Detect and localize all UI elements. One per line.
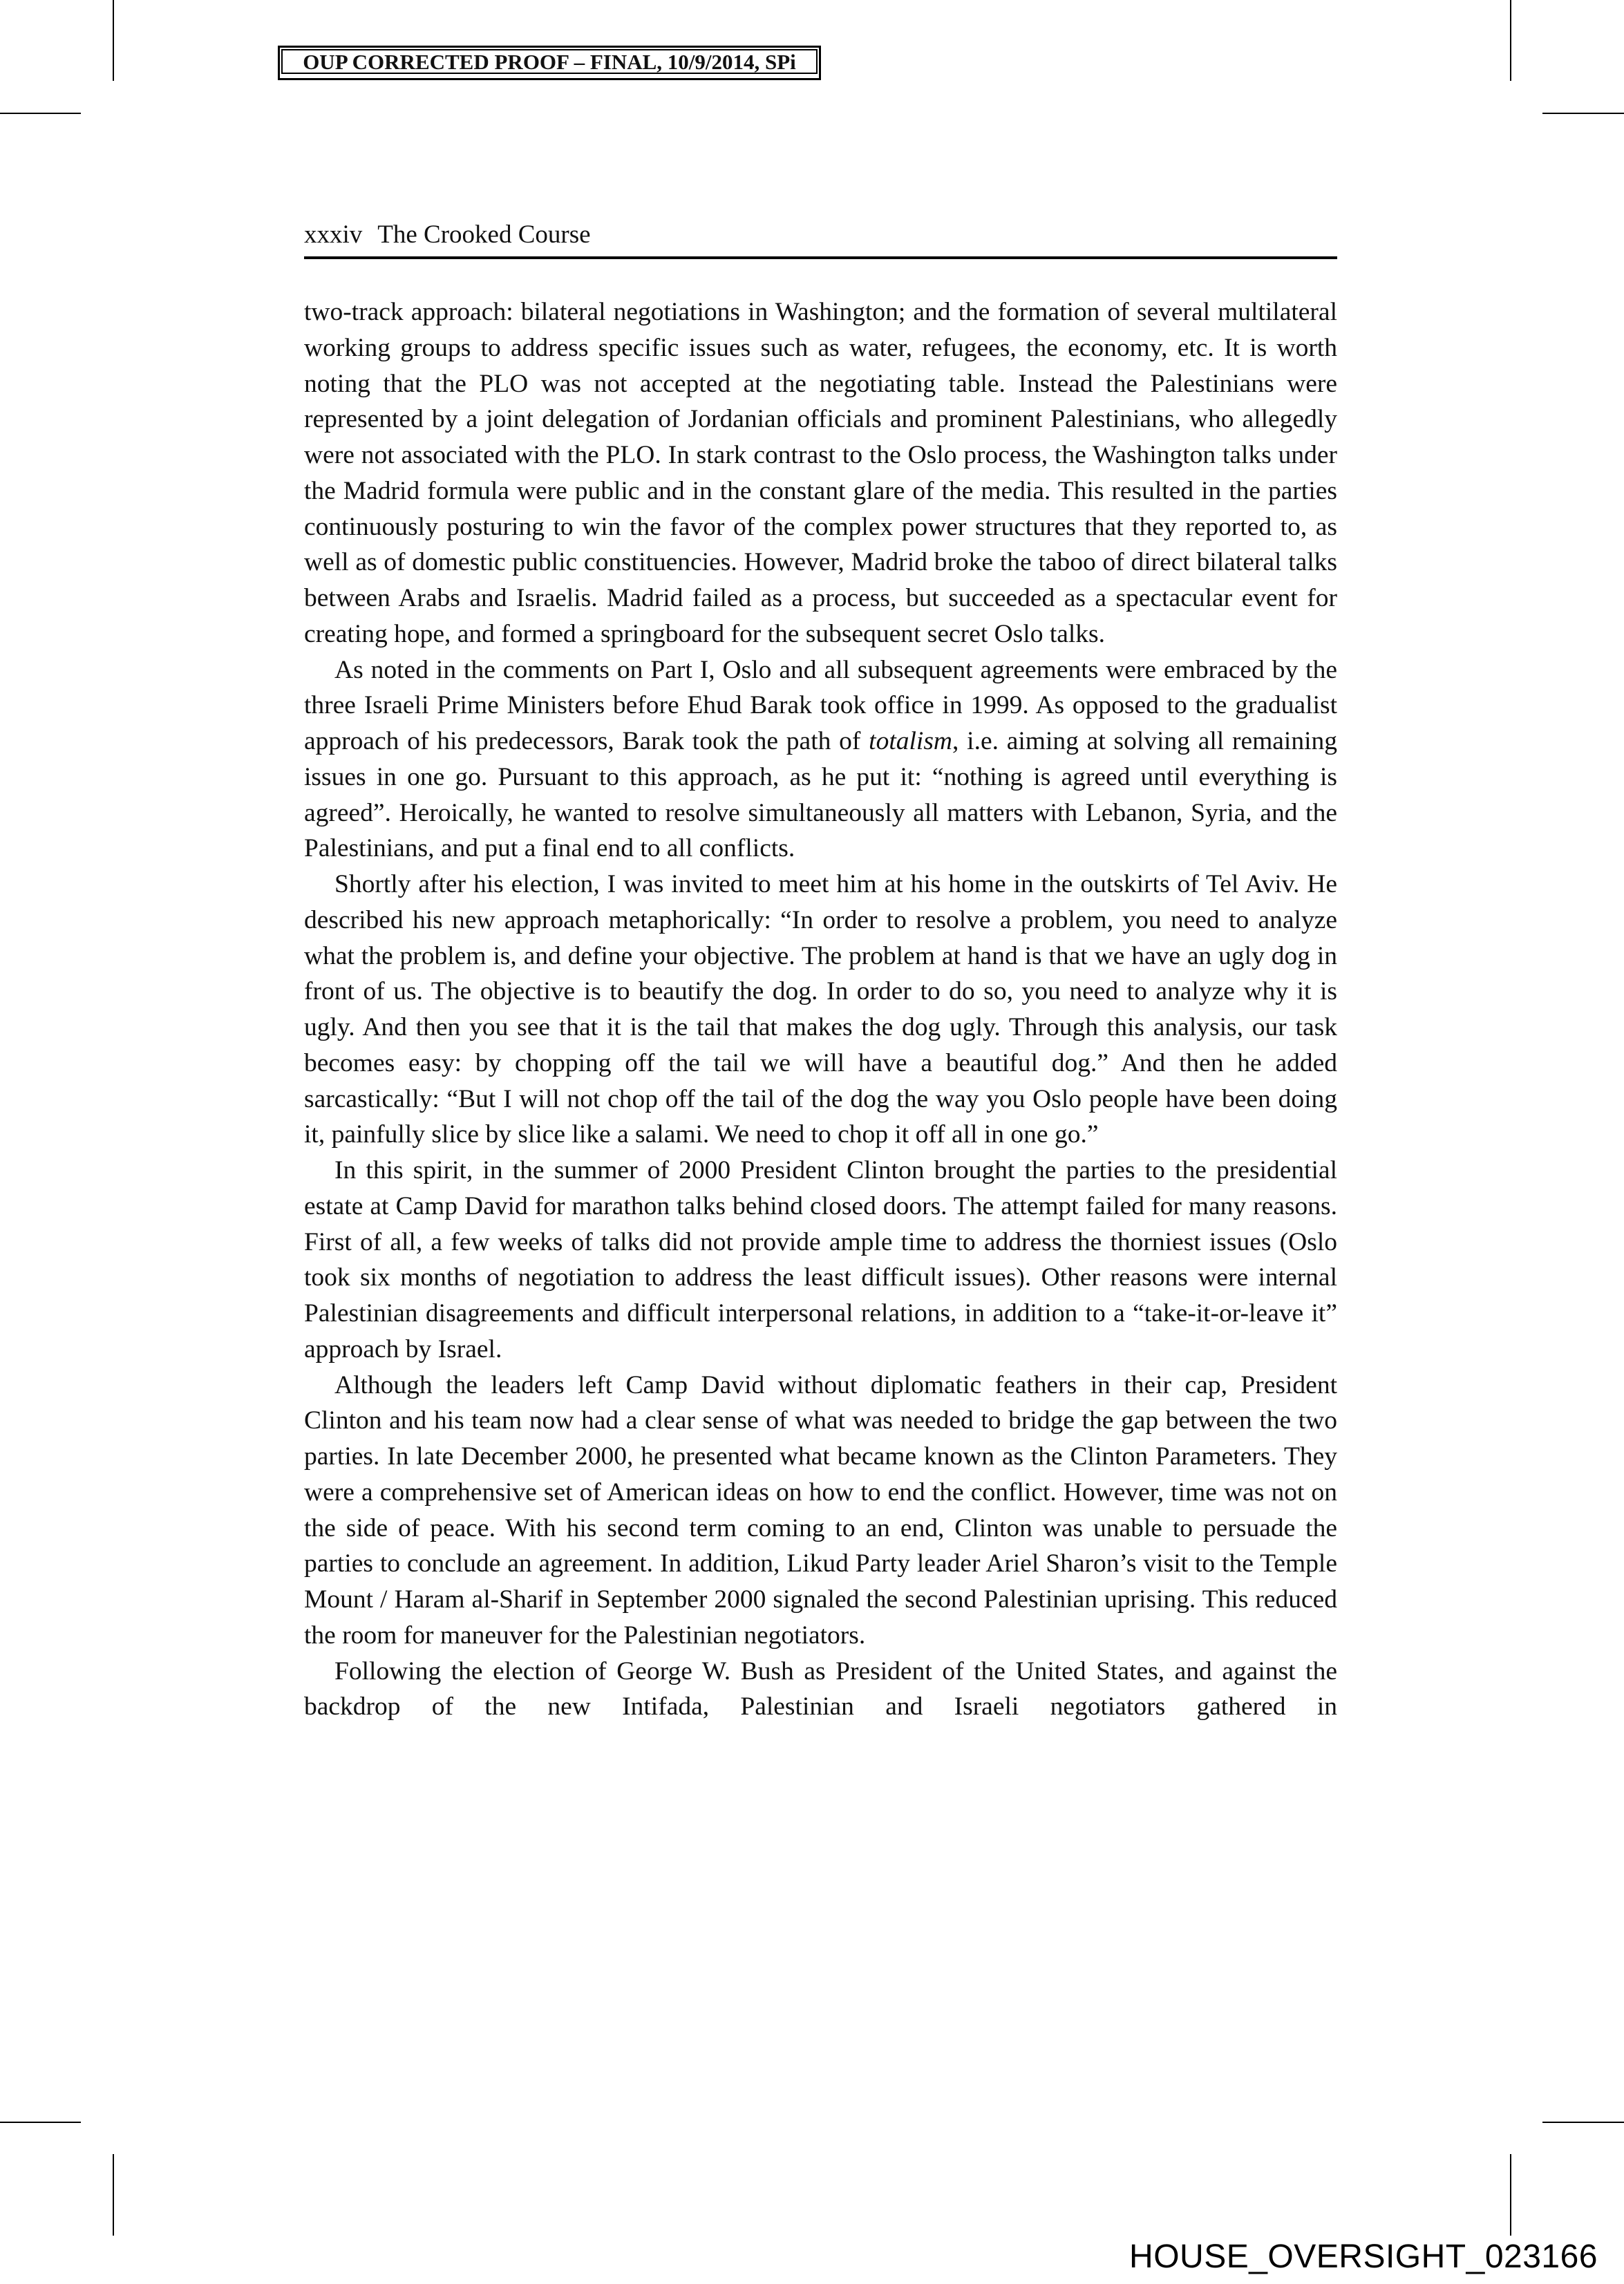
text-run: Following the election of George W. Bush as President of the United States, and against the backdrop of the new Intifada, Palestinian and Israeli negotiators gathered in [304,1657,1337,1721]
paragraph [304,1153,1337,1368]
crop-mark-bottom-right-horizontal [1542,2122,1624,2123]
paragraph [304,1654,1337,1726]
bates-number: HOUSE_OVERSIGHT_023166 [1129,2238,1598,2275]
book-title: The Crooked Course [377,220,591,249]
paragraph [304,652,1337,867]
crop-mark-top-right-vertical [1510,0,1511,81]
text-run: As noted in the comments on Part I, Oslo and all subsequent agreements were embraced by the three Israeli Prime Ministers before Ehud Barak took office in 1999. As opposed to the gradualist approach of his predecessors, Barak took the path of [304,655,1337,755]
running-head [304,220,1337,250]
text-run: Shortly after his election, I was invited to meet him at his home in the outskirts of Tel Aviv. He described his new approach metaphorically: “In order to resolve a problem, you need to analyze what the problem is, and define your objective. The problem at hand is that we have an ugly dog in front of us. The objective is to beautify the dog. In order to do so, you need to analyze why it is ugly. And then you see that it is the tail that makes the dog ugly. Through this analysis, our task becomes easy: by chopping off the tail we will have a beautiful dog.” And then he added sarcastically: “But I will not chop off the tail of the dog the way you Oslo people have been doing it, painfully slice by slice like a salami. We need to chop it off all in one go.” [304,870,1337,1149]
crop-mark-top-left-vertical [113,0,114,81]
paragraph [304,294,1337,652]
crop-mark-top-left-horizontal [0,113,81,114]
text-run: two-track approach: bilateral negotiations in Washington; and the formation of several multilateral working groups to address specific issues such as water, refugees, the economy, etc. It is worth noting that the PLO was not accepted at the negotiating table. Instead the Palestinians were represented by a joint delegation of Jordanian officials and prominent Palestinians, who allegedly were not associated with the PLO. In stark contrast to the Oslo process, the Washington talks under the Madrid formula were public and in the constant glare of the media. This resulted in the parties continuously posturing to win the favor of the complex power structures that they reported to, as well as of domestic public constituencies. However, Madrid broke the taboo of direct bilateral talks between Arabs and Israelis. Madrid failed as a process, but succeeded as a spectacular event for creating hope, and formed a springboard for the subsequent secret Oslo talks. [304,298,1337,648]
crop-mark-bottom-right-vertical [1510,2154,1511,2236]
crop-mark-top-right-horizontal [1542,113,1624,114]
page-number: xxxiv [304,220,363,249]
text-run: In this spirit, in the summer of 2000 President Clinton brought the parties to the presidential estate at Camp David for marathon talks behind closed doors. The attempt failed for many reasons. First of all, a few weeks of talks did not provide ample time to address the thorniest issues (Oslo took six months of negotiation to address the least difficult issues). Other reasons were internal Palestinian disagreements and difficult interpersonal relations, in addition to a “take-it-or-leave it” approach by Israel. [304,1156,1337,1363]
body-text [304,294,1337,1725]
crop-mark-bottom-left-vertical [113,2154,114,2236]
paragraph [304,867,1337,1153]
text-run: Although the leaders left Camp David without diplomatic feathers in their cap, President Clinton and his team now had a clear sense of what was needed to bridge the gap between the two parties. In late December 2000, he presented what became known as the Clinton Parameters. They were a comprehensive set of American ideas on how to end the conflict. However, time was not on the side of peace. With his second term coming to an end, Clinton was unable to persuade the parties to conclude an agreement. In addition, Likud Party leader Ariel Sharon’s visit to the Temple Mount / Haram al-Sharif in September 2000 signaled the second Palestinian uprising. This reduced the room for maneuver for the Palestinian negotiators. [304,1370,1337,1650]
italic-term: totalism [869,727,953,755]
crop-mark-bottom-left-horizontal [0,2122,81,2123]
proof-stamp [278,46,821,80]
paragraph [304,1368,1337,1654]
header-rule [304,256,1337,259]
proof-stamp-text: OUP CORRECTED PROOF – FINAL, 10/9/2014, SPi [281,49,818,74]
text-run: , i.e. aiming at solving all remaining issues in one go. Pursuant to this approach, as he put it: “nothing is agreed until everything is agreed”. Heroically, he wanted to resolve simultaneously all matters with Lebanon, Syria, and the Palestinians, and put a final end to all conflicts. [304,727,1337,863]
